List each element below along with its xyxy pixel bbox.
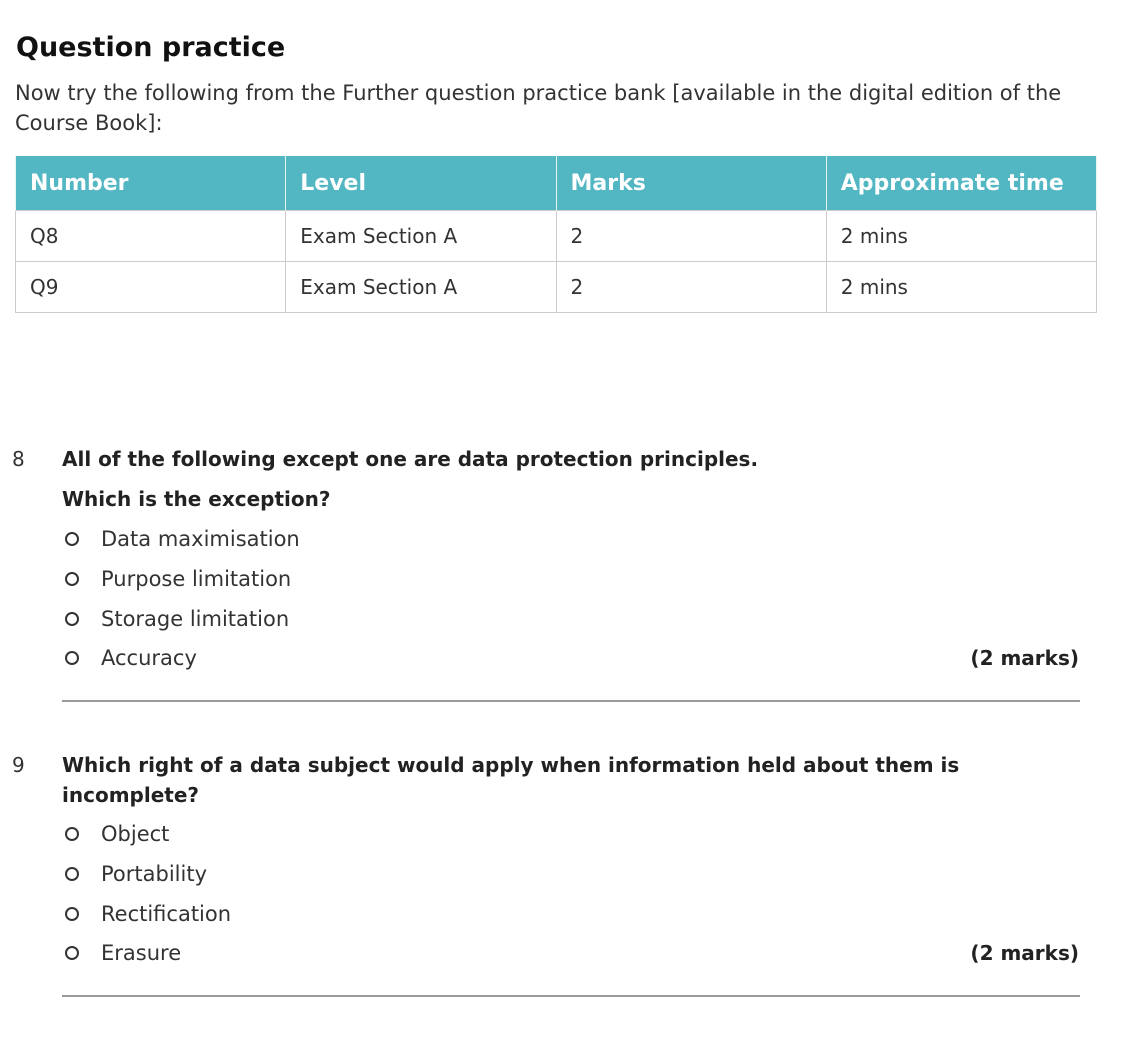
- radio-button-icon[interactable]: [65, 651, 79, 665]
- column-header-approximate-time: Approximate time: [826, 156, 1096, 211]
- question-bank-table: [15, 156, 1097, 313]
- table-row: [16, 211, 1097, 262]
- option-accuracy[interactable]: [62, 644, 197, 672]
- radio-button-icon[interactable]: [65, 867, 79, 881]
- column-header-marks: Marks: [556, 156, 826, 211]
- option-label: Data maximisation: [101, 527, 300, 551]
- cell-level: Exam Section A: [286, 211, 556, 262]
- option-label: Accuracy: [101, 646, 197, 670]
- page-title: Question practice: [16, 32, 286, 63]
- option-purpose-limitation[interactable]: [62, 565, 291, 593]
- option-rectification[interactable]: [62, 900, 231, 928]
- table-header-row: [16, 156, 1097, 211]
- table-row: [16, 262, 1097, 313]
- cell-level: Exam Section A: [286, 262, 556, 313]
- option-portability[interactable]: [62, 860, 207, 888]
- marks-label: (2 marks): [970, 646, 1079, 670]
- question-number: 9: [12, 753, 25, 777]
- cell-number: Q9: [16, 262, 286, 313]
- radio-button-icon[interactable]: [65, 946, 79, 960]
- cell-time: 2 mins: [826, 262, 1096, 313]
- marks-label: (2 marks): [970, 941, 1079, 965]
- option-label: Portability: [101, 862, 207, 886]
- question-prompt: Which is the exception?: [62, 487, 331, 511]
- option-label: Storage limitation: [101, 607, 290, 631]
- cell-number: Q8: [16, 211, 286, 262]
- option-storage-limitation[interactable]: [62, 605, 289, 633]
- radio-button-icon[interactable]: [65, 827, 79, 841]
- radio-button-icon[interactable]: [65, 572, 79, 586]
- cell-marks: 2: [556, 262, 826, 313]
- option-label: Erasure: [101, 941, 182, 965]
- intro-text: Now try the following from the Further question practice bank [available in the digital edition of the Course Book]:: [15, 81, 1062, 135]
- cell-time: 2 mins: [826, 211, 1096, 262]
- option-label: Rectification: [101, 902, 232, 926]
- radio-button-icon[interactable]: [65, 532, 79, 546]
- option-data-maximisation[interactable]: [62, 525, 300, 553]
- answer-divider: [62, 995, 1080, 997]
- option-erasure[interactable]: [62, 939, 181, 967]
- column-header-number: Number: [16, 156, 286, 211]
- question-stem: Which right of a data subject would apply when information held about them is: [62, 753, 960, 777]
- question-number: 8: [12, 447, 25, 471]
- column-header-level: Level: [286, 156, 556, 211]
- radio-button-icon[interactable]: [65, 612, 79, 626]
- option-label: Purpose limitation: [101, 567, 292, 591]
- radio-button-icon[interactable]: [65, 907, 79, 921]
- question-stem-continued: incomplete?: [62, 783, 199, 807]
- question-stem: All of the following except one are data protection principles.: [62, 447, 759, 471]
- option-object[interactable]: [62, 820, 169, 848]
- answer-divider: [62, 700, 1080, 702]
- cell-marks: 2: [556, 211, 826, 262]
- option-label: Object: [101, 822, 170, 846]
